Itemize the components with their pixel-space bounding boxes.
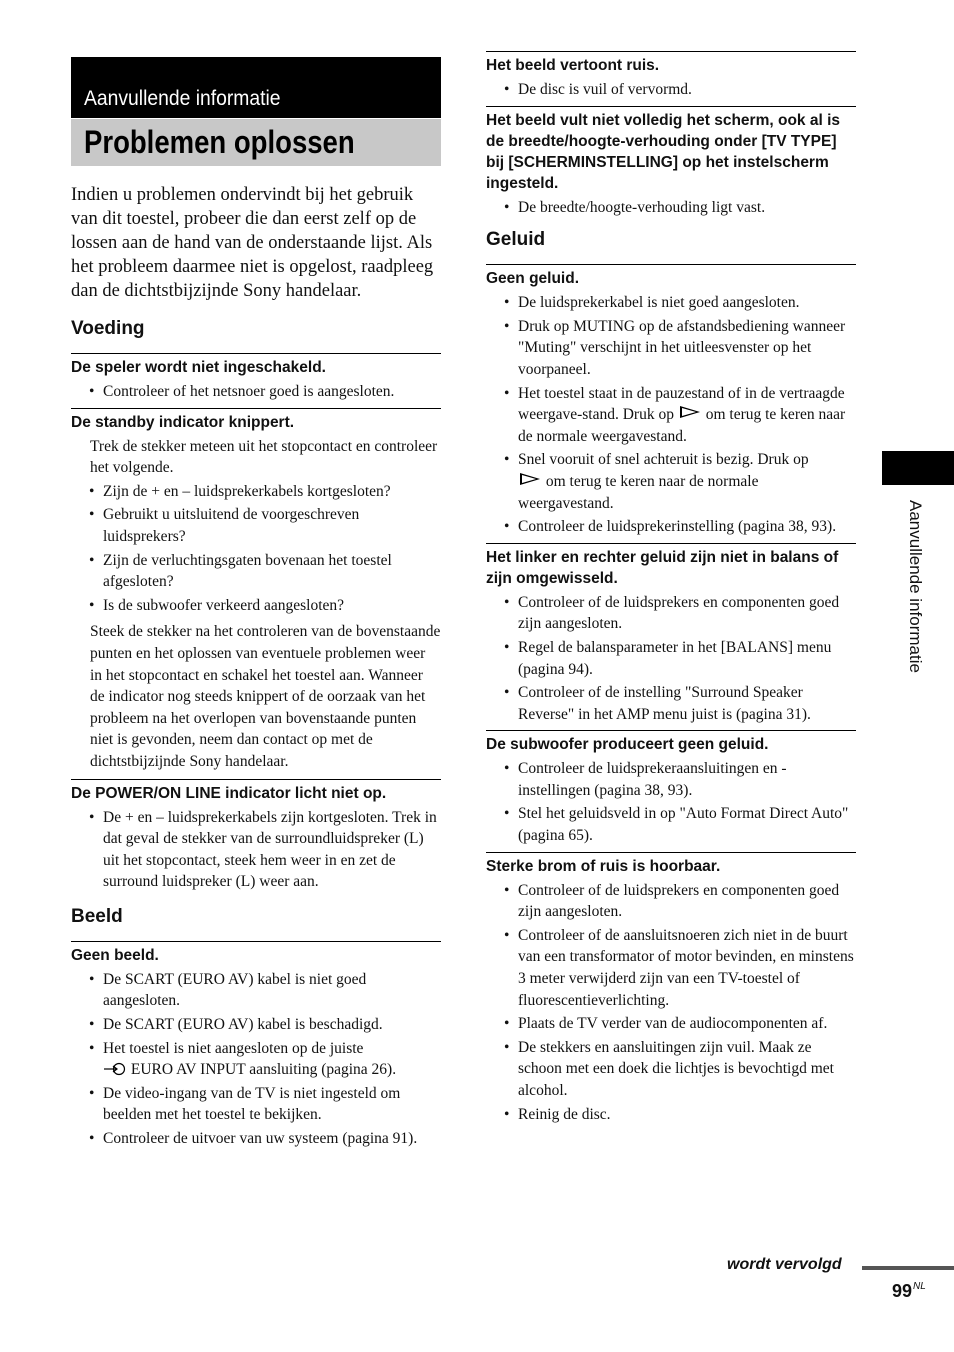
continued-rule bbox=[862, 1266, 954, 1270]
problem-title: Het beeld vult niet volledig het scherm, ook al is de breedte/hoogte-verhouding onder [TV TYPE] bij [SCHERMINSTELLING] op het instelscherm ingesteld. bbox=[486, 106, 856, 194]
list-item: • Zijn de verluchtingsgaten bovenaan het toestel afgesloten? bbox=[71, 550, 441, 593]
list-item: • Controleer de luidsprekerinstelling (pagina 38, 93). bbox=[486, 516, 856, 538]
bullet-list bbox=[486, 292, 856, 538]
list-item: • Controleer de luidsprekeraansluitingen en -instellingen (pagina 38, 93). bbox=[486, 758, 856, 801]
list-item: • De SCART (EURO AV) kabel is niet goed aangesloten. bbox=[71, 969, 441, 1012]
list-item: • De disc is vuil of vervormd. bbox=[486, 79, 856, 101]
list-item: • Druk op MUTING op de afstandsbediening wanneer "Muting" verschijnt in het uitleesvenster op het voorpaneel. bbox=[486, 316, 856, 381]
problem-title: De subwoofer produceert geen geluid. bbox=[486, 730, 856, 755]
list-item: • Plaats de TV verder van de audiocomponenten af. bbox=[486, 1013, 856, 1035]
bullet-list bbox=[71, 807, 441, 893]
list-item: • De breedte/hoogte-verhouding ligt vast. bbox=[486, 197, 856, 219]
body-text: Trek de stekker meteen uit het stopcontact en controleer het volgende. bbox=[90, 437, 438, 477]
page-number bbox=[892, 1281, 926, 1302]
bullet-list bbox=[486, 880, 856, 1126]
body-text: Steek de stekker na het controleren van de bovenstaande punten en het oplossen van eventuele problemen weer in het stopcontact en schakel het toestel aan. Wanneer de indicator nog steeds knippert of de oorzaak van het probleem na het overlopen van bovenstaande punten niet is gevonden, neem dan contact op met de dichtstbijzijnde Sony handelaar. bbox=[90, 623, 441, 770]
list-item: • Is de subwoofer verkeerd aangesloten? bbox=[71, 595, 441, 617]
header-category-bar bbox=[71, 57, 441, 118]
problem-title: Het linker en rechter geluid zijn niet in balans of zijn omgewisseld. bbox=[486, 543, 856, 589]
list-item: • Controleer of de aansluitsnoeren zich niet in de buurt van een transformator of motor bevinden, en minstens 3 meter verwijderd zijn van een TV-toestel of fluorescentieverlichting. bbox=[486, 925, 856, 1011]
list-item: • Reinig de disc. bbox=[486, 1104, 856, 1126]
list-item-text: Snel vooruit of snel achteruit is bezig. Druk op bbox=[518, 451, 809, 469]
page-title: Problemen oplossen bbox=[84, 124, 355, 160]
list-item: • Controleer de uitvoer van uw systeem (pagina 91). bbox=[71, 1128, 441, 1150]
right-column bbox=[486, 51, 856, 1130]
list-item: • Zijn de + en – luidsprekerkabels kortgesloten? bbox=[71, 481, 441, 503]
list-item: • Controleer of de luidsprekers en componenten goed zijn aangesloten. bbox=[486, 880, 856, 923]
list-item: • Controleer of het netsnoer goed is aangesloten. bbox=[71, 381, 441, 403]
list-item: • Controleer of de instelling "Surround Speaker Reverse" in het AMP menu juist is (pagina 31). bbox=[486, 682, 856, 725]
section-heading-geluid: Geluid bbox=[486, 229, 546, 251]
bullet-list bbox=[486, 197, 856, 219]
list-item-text: om terug te keren naar de normale weergavestand. bbox=[518, 406, 846, 445]
list-item: • De stekkers en aansluitingen zijn vuil. Maak ze schoon met een doek die lichtjes is bevochtigd met alcohol. bbox=[486, 1037, 856, 1102]
list-item: • Stel het geluidsveld in op "Auto Format Direct Auto" (pagina 65). bbox=[486, 803, 856, 846]
bullet-list bbox=[486, 758, 856, 846]
input-arrow-icon bbox=[103, 1062, 127, 1076]
list-item: • Gebruikt u uitsluitend de voorgeschreven luidsprekers? bbox=[71, 504, 441, 547]
list-item-text: Het toestel staat in de pauzestand of in de vertraagde weergave-stand. Druk op bbox=[518, 384, 845, 424]
problem-title: De speler wordt niet ingeschakeld. bbox=[71, 353, 441, 378]
side-section-label: Aanvullende informatie bbox=[906, 500, 925, 673]
header-category: Aanvullende informatie bbox=[84, 87, 281, 110]
bullet-list bbox=[71, 481, 441, 617]
list-item: • De + en – luidsprekerkabels zijn kortgesloten. Trek in dat geval de stekker van de surroundluidspreker (L) uit het stopcontact, steek hem weer in en zet de surround luidspreker (L) weer aan. bbox=[71, 807, 441, 893]
page-number-suffix: NL bbox=[913, 1281, 926, 1292]
page-number-value: 99 bbox=[892, 1281, 913, 1301]
bullet-list bbox=[71, 969, 441, 1150]
header-title-bar bbox=[71, 119, 441, 166]
intro-text: Indien u problemen ondervindt bij het gebruik van dit toestel, probeer die dan eerst zelf op de lossen aan de hand van de onderstaande lijst. Als het probleem daarmee niet is opgelost, raadpleeg dan de dichtstbijzijnde Sony handelaar. bbox=[71, 185, 434, 301]
problem-title: Geen beeld. bbox=[71, 941, 441, 966]
problem-title: Geen geluid. bbox=[486, 264, 856, 289]
list-item-text: EURO AV INPUT aansluiting (pagina 26). bbox=[130, 1061, 397, 1079]
side-tab-marker bbox=[882, 451, 954, 485]
list-item: • De luidsprekerkabel is niet goed aangesloten. bbox=[486, 292, 856, 314]
list-item bbox=[486, 449, 856, 514]
section-heading-voeding: Voeding bbox=[71, 318, 145, 339]
bullet-list bbox=[486, 79, 856, 101]
problem-title: De standby indicator knippert. bbox=[71, 408, 441, 433]
list-item: • Controleer of de luidsprekers en componenten goed zijn aangesloten. bbox=[486, 592, 856, 635]
bullet-list bbox=[71, 381, 441, 403]
problem-title: De POWER/ON LINE indicator licht niet op. bbox=[71, 779, 441, 804]
bullet-list bbox=[486, 592, 856, 726]
list-item-text: om terug te keren naar de normale weergavestand. bbox=[518, 472, 759, 512]
play-icon bbox=[680, 406, 700, 418]
continued-label: wordt vervolgd bbox=[727, 1256, 842, 1273]
problem-title: Het beeld vertoont ruis. bbox=[486, 51, 856, 76]
problem-title: Sterke brom of ruis is hoorbaar. bbox=[486, 852, 856, 877]
play-icon bbox=[520, 473, 540, 485]
list-item: • Regel de balansparameter in het [BALANS] menu (pagina 94). bbox=[486, 637, 856, 680]
list-item bbox=[486, 383, 856, 448]
list-item: • De video-ingang van de TV is niet ingesteld om beelden met het toestel te bekijken. bbox=[71, 1083, 441, 1126]
section-heading-beeld: Beeld bbox=[71, 905, 123, 927]
list-item bbox=[71, 1038, 441, 1081]
list-item-text: Het toestel is niet aangesloten op de juiste bbox=[103, 1039, 364, 1057]
left-column bbox=[71, 183, 441, 1155]
list-item: • De SCART (EURO AV) kabel is beschadigd. bbox=[71, 1014, 441, 1036]
